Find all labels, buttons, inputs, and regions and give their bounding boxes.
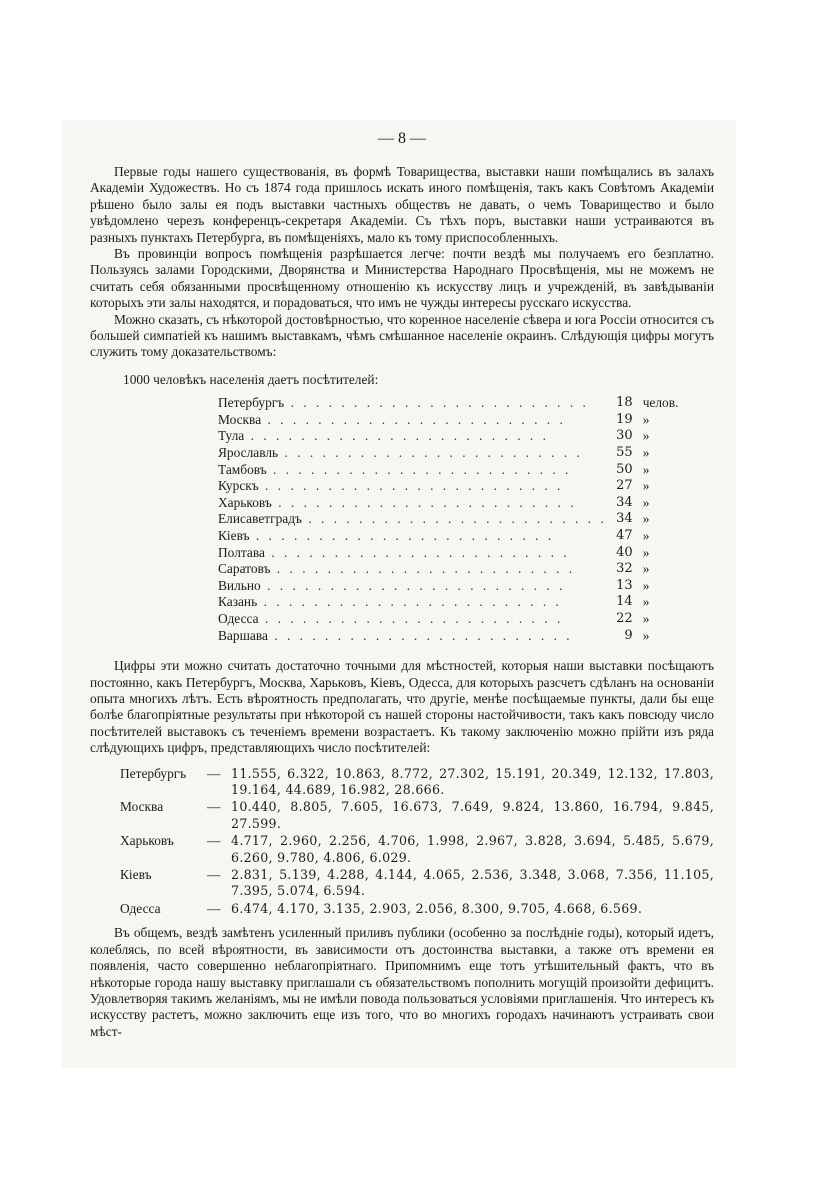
series-dash: —: [207, 833, 221, 849]
ditto-mark: »: [642, 511, 650, 527]
series-dash: —: [207, 900, 221, 916]
city-name: Москва: [218, 411, 262, 427]
table-row: Курскъ . . . . . . . . . . . . . . . . . . . . . . . . 27 »: [218, 478, 691, 495]
series-values: 11.555, 6.322, 10.863, 8.772, 27.302, 15.191, 20.349, 12.132, 17.803, 19.164, 44.689, 16.982, 28.666.: [231, 765, 714, 798]
table-row: Москва . . . . . . . . . . . . . . . . . . . . . . . . 19 »: [218, 412, 691, 429]
visitor-count: 40: [616, 544, 633, 560]
visitor-series-list: [120, 766, 714, 918]
table-intro: 1000 человѣкъ населенія даетъ посѣтителей:: [123, 371, 379, 387]
visitor-count: 55: [616, 445, 633, 461]
city-name: Кіевъ: [218, 528, 250, 544]
series-row: [120, 833, 714, 866]
series-city: Кіевъ: [120, 867, 152, 883]
city-name: Полтава: [218, 544, 265, 560]
unit-label: челов.: [642, 395, 679, 411]
visitor-count: 30: [616, 428, 633, 444]
ditto-mark: »: [642, 461, 650, 477]
table-row: Казань . . . . . . . . . . . . . . . . . . . . . . . . 14 »: [218, 594, 691, 611]
ditto-mark: »: [642, 494, 650, 510]
visitors-per-1000-table: [218, 395, 691, 644]
visitor-count: 50: [616, 461, 633, 477]
series-row: [120, 867, 714, 900]
paragraph-provinces: Въ провинціи вопросъ помѣщенія разрѣшается легче: почти вездѣ мы получаемъ его безплатно. Пользуясь залами Городскими, Дворянства и Министерства Народнаго Просвѣщенія, мы не можемъ не считать себя обязанными просвѣщенному отношенію къ искусству лицъ и учрежденій, въ завѣдываніи которыхъ эти залы находятся, и порадоваться, что имъ не чужды интересы русскаго искусства.: [90, 246, 714, 311]
table-row: Вильно . . . . . . . . . . . . . . . . . . . . . . . . 13 »: [218, 578, 691, 595]
city-name: Казань: [218, 594, 258, 610]
visitor-count: 27: [616, 478, 633, 494]
ditto-mark: »: [642, 544, 650, 560]
table-row: Полтава . . . . . . . . . . . . . . . . . . . . . . . . 40 »: [218, 545, 691, 562]
visitor-count: 47: [616, 528, 633, 544]
series-city: Петербургъ: [120, 765, 187, 781]
table-row: Кіевъ . . . . . . . . . . . . . . . . . . . . . . . . 47 »: [218, 528, 691, 545]
table-row: Харьковъ . . . . . . . . . . . . . . . . . . . . . . . . 34 »: [218, 495, 691, 512]
ditto-mark: »: [642, 594, 650, 610]
series-values: 10.440, 8.805, 7.605, 16.673, 7.649, 9.824, 13.860, 16.794, 9.845, 27.599.: [231, 799, 714, 831]
paragraph-history: Первые годы нашего существованія, въ формѣ Товарищества, выставки наши помѣщались въ залахъ Академіи Художествъ. Но съ 1874 года пришлось искать иного помѣщенія, такъ какъ Совѣтомъ Академіи рѣшено было залы ея подъ выставки частныхъ обществъ не давать, о чемъ Товарищество и было увѣдомлено черезъ конференцъ-секретаря Академіи. Съ тѣхъ поръ, выставки наши устраиваются въ разныхъ пунктахъ Петербурга, въ помѣщеніяхъ, мало къ тому приспособленныхъ.: [90, 164, 714, 245]
ditto-mark: »: [642, 445, 650, 461]
city-name: Тула: [218, 428, 245, 444]
ditto-mark: »: [642, 411, 650, 427]
document-page: [90, 122, 714, 1040]
city-name: Вильно: [218, 577, 261, 593]
city-name: Одесса: [218, 611, 259, 626]
series-values: 4.717, 2.960, 2.256, 4.706, 1.998, 2.967, 3.828, 3.694, 5.485, 5.679, 6.260, 9.780, 4.806, 6.029.: [231, 833, 714, 865]
visitor-count: 14: [616, 594, 633, 610]
city-name: Елисаветградъ: [218, 511, 302, 527]
series-values: 2.831, 5.139, 4.288, 4.144, 4.065, 2.536, 3.348, 3.068, 7.356, 11.105, 7.395, 5.074, 6.594.: [231, 867, 714, 899]
ditto-mark: »: [642, 561, 650, 577]
series-values: 6.474, 4.170, 3.135, 2.903, 2.056, 8.300, 9.705, 4.668, 6.569.: [231, 900, 643, 916]
ditto-mark: »: [642, 528, 650, 544]
city-name: Петербургъ: [218, 395, 285, 411]
table-row: Ярославль . . . . . . . . . . . . . . . . . . . . . . . . 55 »: [218, 445, 691, 462]
city-name: Харьковъ: [218, 494, 272, 510]
series-dash: —: [207, 799, 221, 815]
page-number: — 8 —: [378, 130, 426, 147]
ditto-mark: »: [642, 428, 650, 444]
visitor-count: 13: [616, 577, 633, 593]
table-row: Тамбовъ . . . . . . . . . . . . . . . . . . . . . . . . 50 »: [218, 462, 691, 479]
table-row: Саратовъ . . . . . . . . . . . . . . . . . . . . . . . . 32 »: [218, 561, 691, 578]
city-name: Курскъ: [218, 478, 259, 494]
ditto-mark: »: [642, 627, 650, 643]
city-name: Ярославль: [218, 445, 279, 461]
visitor-count: 22: [616, 611, 633, 626]
ditto-mark: »: [642, 577, 650, 593]
paragraph-accuracy: Цифры эти можно считать достаточно точными для мѣстностей, которыя наши выставки посѣщаютъ постоянно, какъ Петербургъ, Москва, Харьковъ, Кіевъ, Одесса, для которыхъ разсчетъ сдѣланъ на основаніи опыта многихъ лѣтъ. Есть вѣроятность предполагать, что другіе, менѣе посѣщаемые пункты, дали бы еще болѣе благопріятные результаты при нѣкоторой съ нашей стороны настойчивости, такъ какъ повсюду число посѣтителей выставокъ съ теченіемъ времени возрастаетъ. Къ такому заключенію можно прійти изъ ряда слѣдующихъ цифръ, представляющихъ число посѣтителей:: [90, 658, 714, 756]
series-row: [120, 766, 714, 799]
series-city: Одесса: [120, 900, 161, 916]
series-dash: —: [207, 867, 221, 883]
city-name: Саратовъ: [218, 561, 271, 577]
visitor-count: 34: [616, 494, 633, 510]
visitor-count: 32: [616, 561, 633, 577]
table-row: Петербургъ . . . . . . . . . . . . . . . . . . . . . . . . 18 челов.: [218, 395, 691, 412]
visitor-count: 18: [616, 395, 633, 411]
visitor-count: 9: [624, 627, 633, 643]
series-row: [120, 799, 714, 832]
paragraph-population: Можно сказать, съ нѣкоторой достовѣрностью, что коренное населеніе сѣвера и юга Россіи относится съ большей симпатіей къ нашимъ выставкамъ, чѣмъ смѣшанное населеніе окраинъ. Слѣдующія цифры могутъ служить тому доказательствомъ:: [90, 311, 714, 360]
visitor-count: 34: [616, 511, 633, 527]
series-dash: —: [207, 765, 221, 781]
city-name: Тамбовъ: [218, 461, 267, 477]
ditto-mark: »: [642, 611, 650, 626]
series-city: Москва: [120, 799, 164, 815]
visitor-count: 19: [616, 411, 633, 427]
series-city: Харьковъ: [120, 833, 174, 849]
series-row: [120, 901, 714, 917]
paragraph-conclusion: Въ общемъ, вездѣ замѣтенъ усиленный приливъ публики (особенно за послѣдніе годы), который идетъ, колеблясь, по всей вѣроятности, въ зависимости отъ достоинства выставки, а также отъ времени ея появленія, часто совершенно неблагопріятнаго. Припомнимъ еще тотъ утѣшительный фактъ, что въ нѣкоторые города нашу выставку приглашали съ обязательствомъ пополнить могущій произойти дефицитъ. Удовлетворяя такимъ желаніямъ, мы не имѣли повода пользоваться условіями приглашенія. Что интересъ къ искусству растетъ, можно заключить еще изъ того, что во многихъ городахъ начинаютъ устраивать свои мѣст-: [90, 925, 714, 1039]
table-row: Тула . . . . . . . . . . . . . . . . . . . . . . . . 30 »: [218, 428, 691, 445]
table-row: Елисаветградъ . . . . . . . . . . . . . . . . . . . . . . . . 34 »: [218, 511, 691, 528]
table-row: Варшава . . . . . . . . . . . . . . . . . . . . . . . . 9 »: [218, 628, 691, 645]
ditto-mark: »: [642, 478, 650, 494]
table-row: Одесса . . . . . . . . . . . . . . . . . . . . . . . . 22 »: [218, 611, 691, 628]
city-name: Варшава: [218, 627, 268, 643]
